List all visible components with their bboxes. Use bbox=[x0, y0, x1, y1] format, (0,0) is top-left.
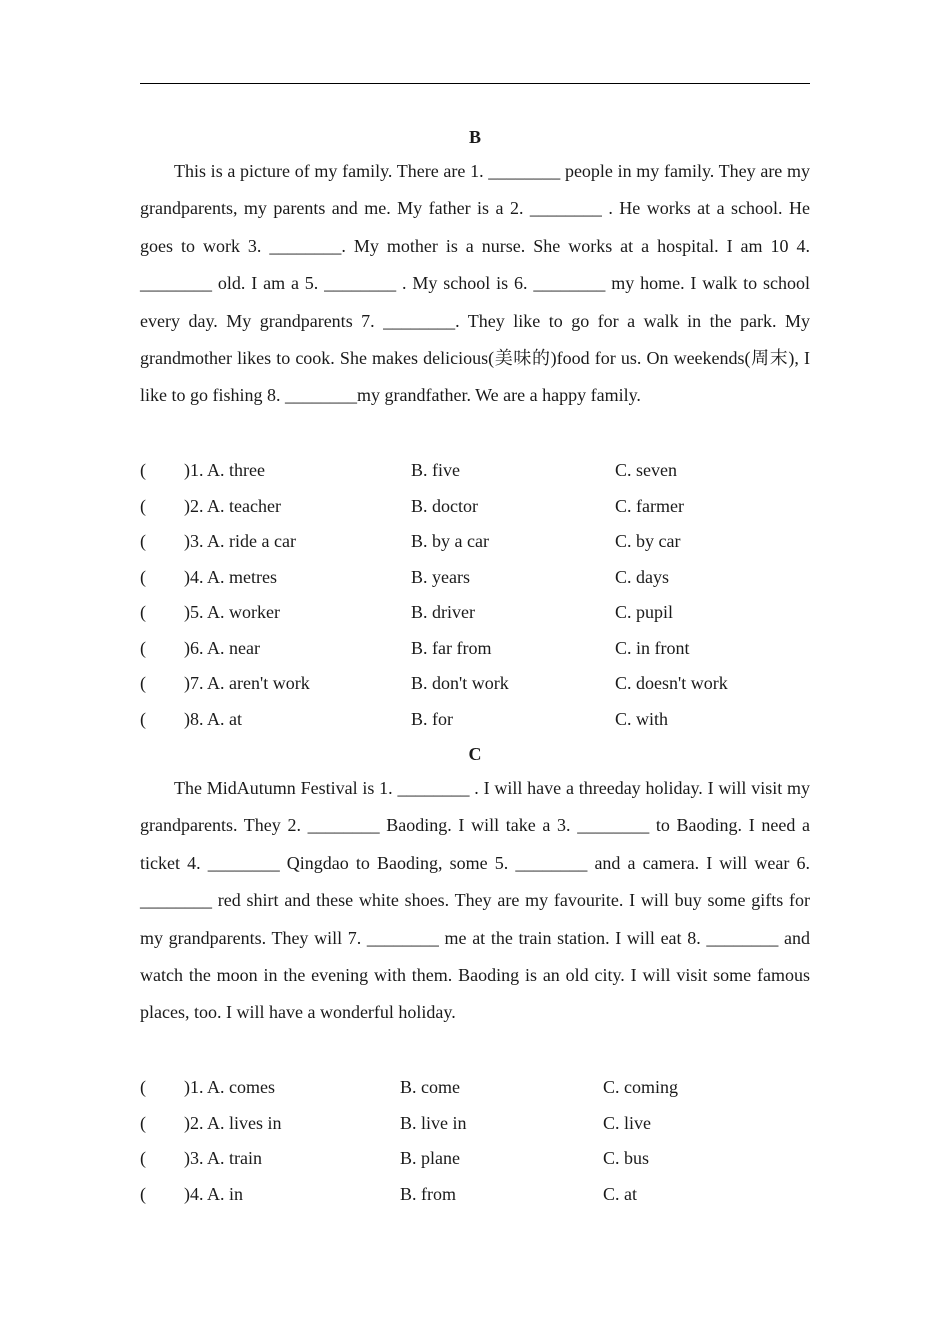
answer-paren[interactable]: ( bbox=[140, 673, 146, 693]
option-c: C. at bbox=[603, 1183, 637, 1204]
question-row bbox=[140, 1183, 810, 1219]
option-a: )1. A. comes bbox=[184, 1077, 275, 1097]
option-a: )2. A. teacher bbox=[184, 495, 281, 516]
answer-paren[interactable]: ( bbox=[140, 495, 146, 516]
option-c: C. doesn't work bbox=[615, 673, 728, 693]
option-b: B. for bbox=[411, 708, 453, 729]
option-b: B. don't work bbox=[411, 673, 509, 693]
option-c: C. days bbox=[615, 566, 669, 587]
question-row bbox=[140, 530, 810, 566]
question-row bbox=[140, 708, 810, 744]
option-a: )6. A. near bbox=[184, 637, 260, 658]
question-row bbox=[140, 672, 810, 708]
question-row bbox=[140, 1147, 810, 1183]
question-row bbox=[140, 601, 810, 637]
question-row bbox=[140, 1112, 810, 1148]
answer-paren[interactable]: ( bbox=[140, 708, 146, 729]
answer-paren[interactable]: ( bbox=[140, 566, 146, 587]
question-row bbox=[140, 459, 810, 495]
option-c: C. live bbox=[603, 1112, 651, 1133]
option-a: )5. A. worker bbox=[184, 602, 280, 622]
section-c-questions bbox=[140, 1076, 810, 1218]
option-a: )4. A. metres bbox=[184, 566, 277, 587]
option-c: C. pupil bbox=[615, 602, 674, 622]
header-rule bbox=[140, 83, 810, 84]
answer-paren[interactable]: ( bbox=[140, 1077, 146, 1097]
option-a: )3. A. train bbox=[184, 1148, 262, 1168]
option-a: )7. A. aren't work bbox=[184, 673, 310, 693]
option-a: )8. A. at bbox=[184, 708, 242, 729]
section-c-title: C bbox=[468, 744, 482, 764]
option-a: )2. A. lives in bbox=[184, 1112, 282, 1133]
option-b: B. years bbox=[411, 566, 470, 587]
answer-paren[interactable]: ( bbox=[140, 602, 146, 622]
option-b: B. by a car bbox=[411, 531, 489, 551]
answer-paren[interactable]: ( bbox=[140, 1148, 146, 1168]
option-c: C. bus bbox=[603, 1148, 650, 1168]
option-c: C. with bbox=[615, 708, 669, 729]
question-row bbox=[140, 1076, 810, 1112]
section-b-passage: This is a picture of my family. There are 1. ________ people in my family. They are my grandparents, my parents and me. My father is a 2. ________ . He works at a school. He goes to work 3. ________. My mother is a nurse. She works at a hospital. I am 10 4. ________ old. I am a 5. ________ . My school is 6. ________ my home. I walk to school every day. My grandparents 7. ________. They like to go for a walk in the park. My grandmother likes to cook. She makes delicious(美味的)food for us. On weekends(周末), I like to go fishing 8. ________my grandfather. We are a happy family. bbox=[140, 161, 810, 406]
option-a: )1. A. three bbox=[184, 460, 265, 480]
option-a: )3. A. ride a car bbox=[184, 531, 296, 551]
option-c: C. coming bbox=[603, 1077, 678, 1097]
answer-paren[interactable]: ( bbox=[140, 460, 146, 480]
option-b: B. far from bbox=[411, 637, 492, 658]
section-b-title: B bbox=[468, 127, 481, 147]
option-c: C. by car bbox=[615, 531, 681, 551]
option-b: B. five bbox=[411, 460, 460, 480]
answer-paren[interactable]: ( bbox=[140, 531, 146, 551]
section-b-questions bbox=[140, 459, 810, 743]
answer-paren[interactable]: ( bbox=[140, 1183, 146, 1204]
option-c: C. in front bbox=[615, 637, 690, 658]
option-b: B. from bbox=[400, 1183, 456, 1204]
section-c-passage: The MidAutumn Festival is 1. ________ . I will have a threeday holiday. I will visit my grandparents. They 2. ________ Baoding. I will take a 3. ________ to Baoding. I need a ticket 4. ________ Qingdao to Baoding, some 5. ________ and a camera. I will wear 6. ________ red shirt and these white shoes. They are my favourite. I will buy some gifts for my grandparents. They will 7. ________ me at the train station. I will eat 8. ________ and watch the moon in the evening with them. Baoding is an old city. I will visit some famous places, too. I will have a wonderful holiday. bbox=[140, 778, 810, 1023]
question-row bbox=[140, 566, 810, 602]
option-a: )4. A. in bbox=[184, 1183, 244, 1204]
answer-paren[interactable]: ( bbox=[140, 1112, 146, 1133]
option-b: B. plane bbox=[400, 1148, 460, 1168]
option-b: B. driver bbox=[411, 602, 475, 622]
option-c: C. farmer bbox=[615, 495, 684, 516]
option-b: B. doctor bbox=[411, 495, 478, 516]
answer-paren[interactable]: ( bbox=[140, 637, 146, 658]
option-b: B. live in bbox=[400, 1112, 467, 1133]
question-row bbox=[140, 495, 810, 531]
question-row bbox=[140, 637, 810, 673]
option-b: B. come bbox=[400, 1077, 460, 1097]
option-c: C. seven bbox=[615, 460, 677, 480]
